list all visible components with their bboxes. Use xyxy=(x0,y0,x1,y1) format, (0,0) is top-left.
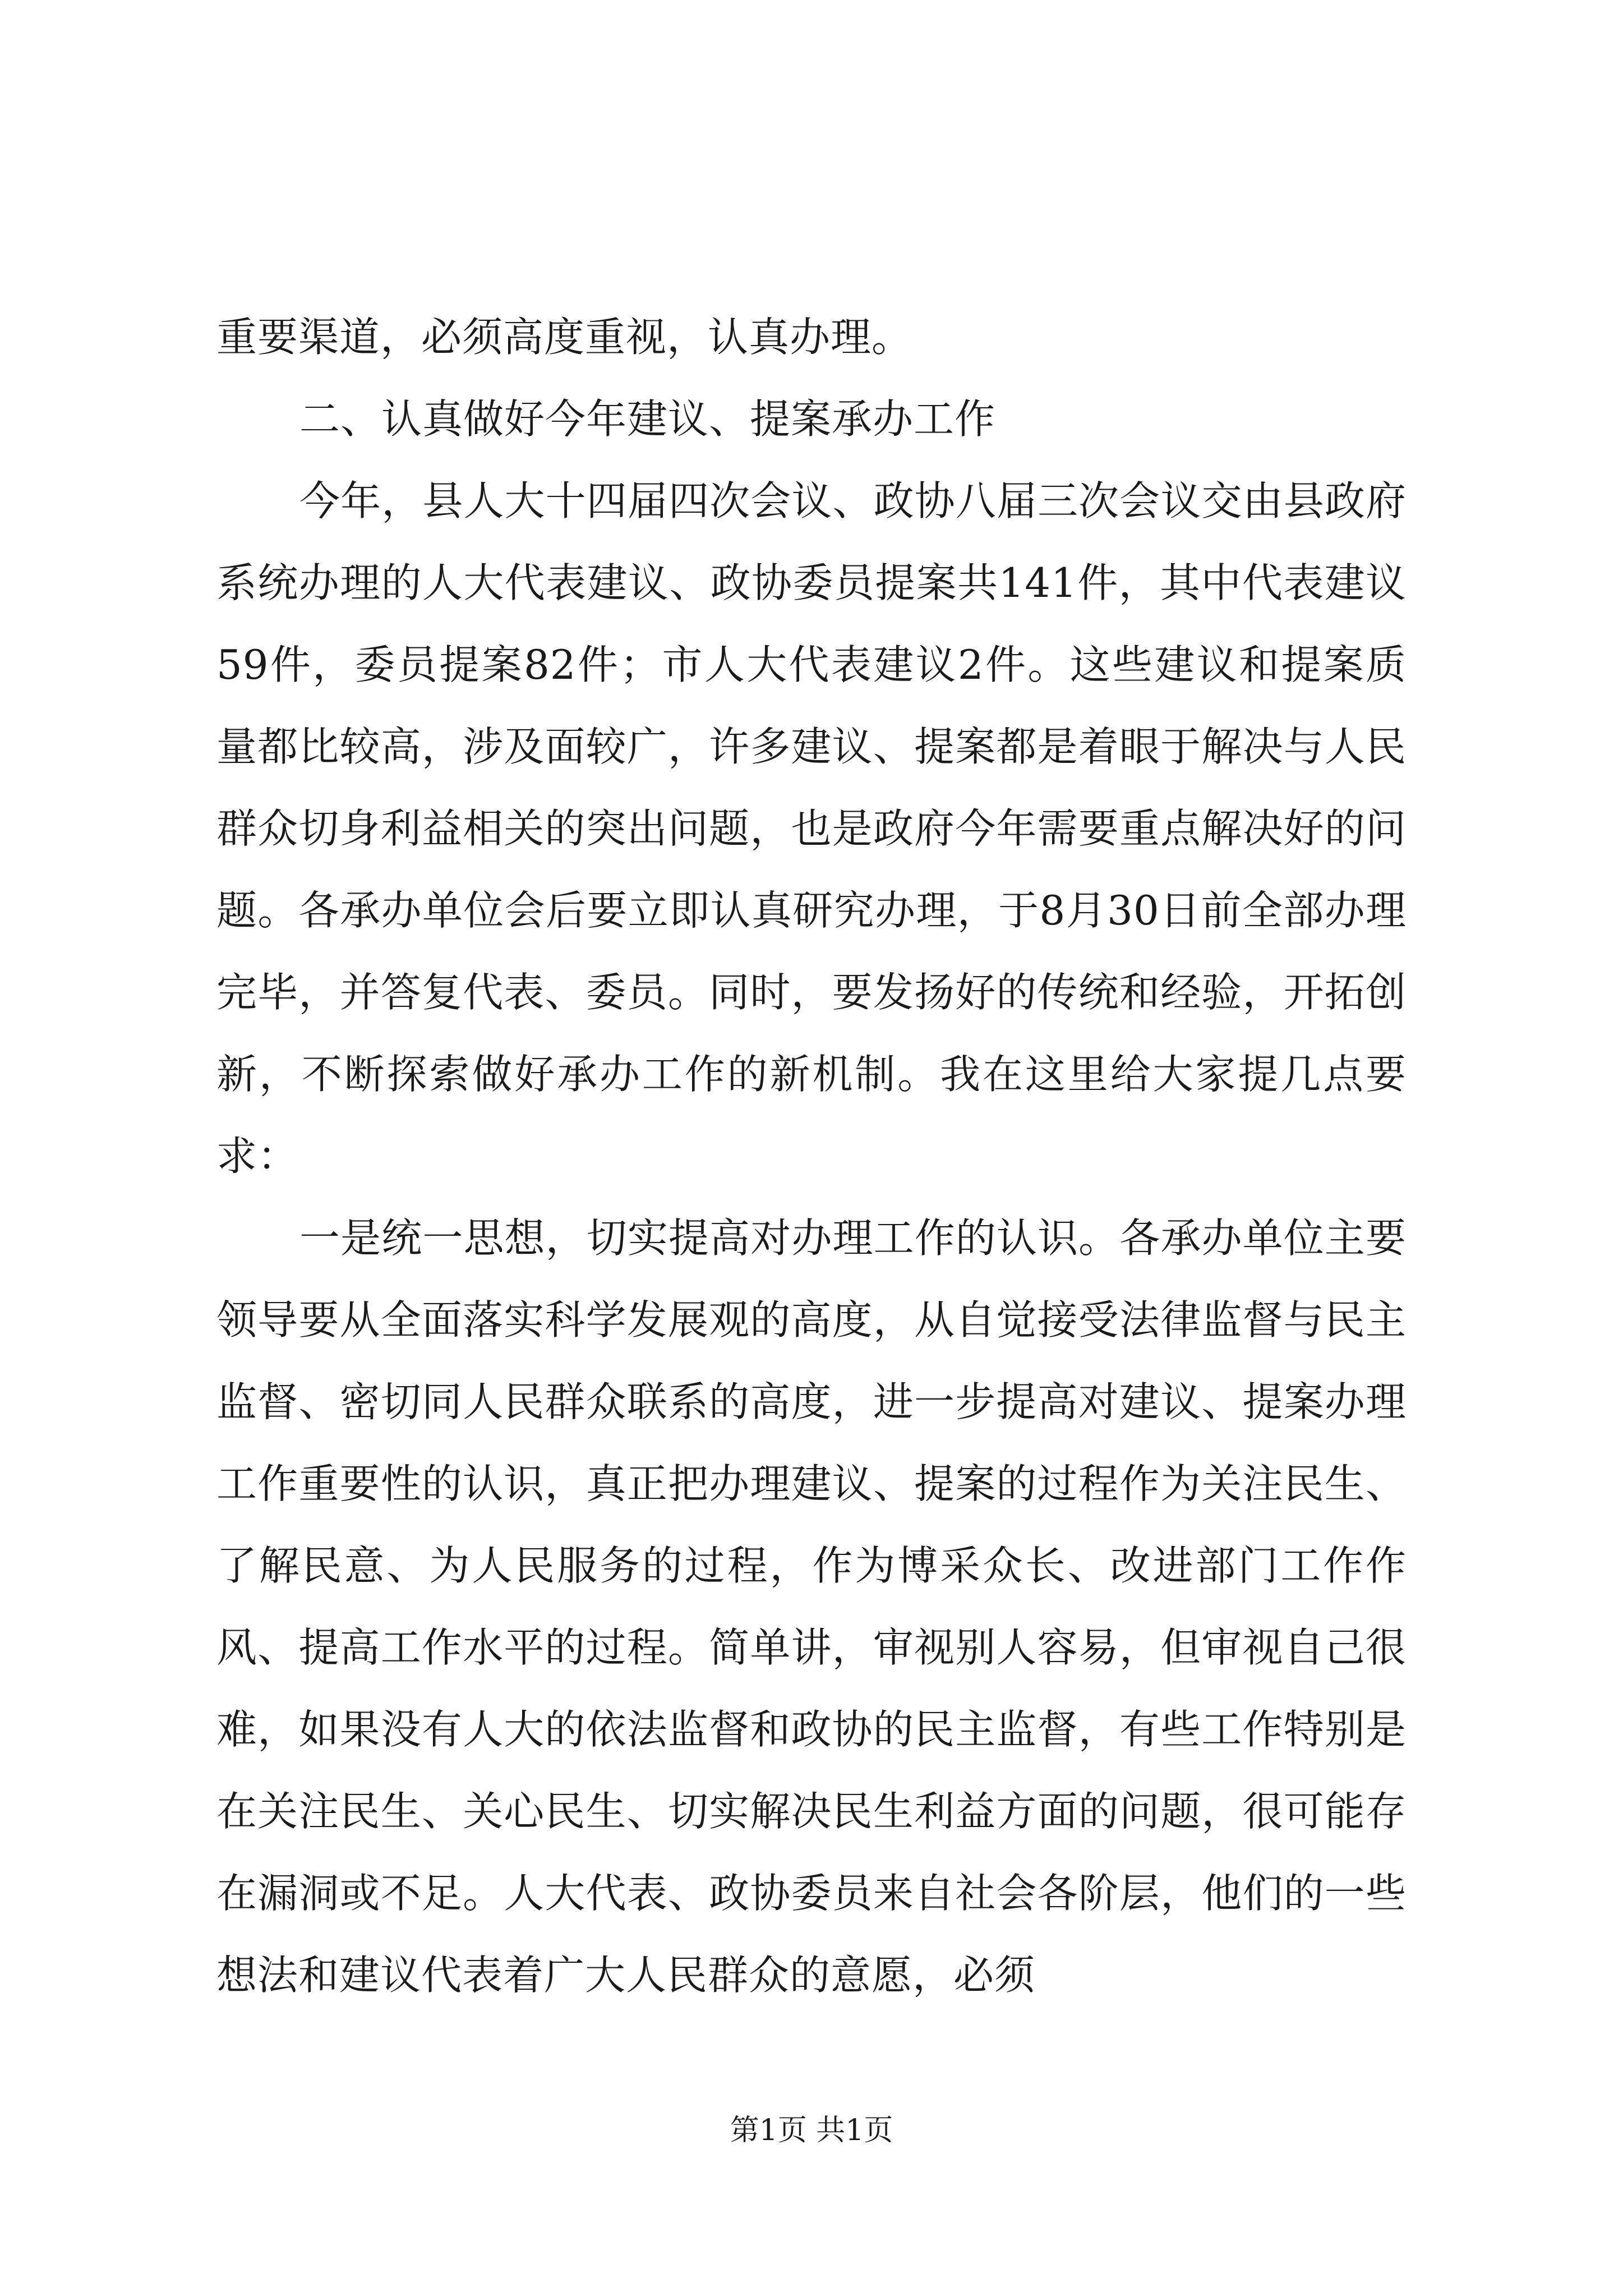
paragraph-1: 重要渠道，必须高度重视，认真办理。 xyxy=(216,314,913,361)
page-footer: 第1页 共1页 xyxy=(730,2114,893,2147)
document-body xyxy=(216,296,1407,2016)
paragraph-3: 今年，县人大十四届四次会议、政协八届三次会议交由县政府系统办理的人大代表建议、政协委员提案共141件，其中代表建议59件，委员提案82件；市人大代表建议2件。这些建议和提案质量都比较高，涉及面较广，许多建议、提案都是着眼于解决与人民群众切身利益相关的突出问题，也是政府今年需要重点解决好的问题。各承办单位会后要立即认真研究办理，于8月30日前全部办理完毕，并答复代表、委员。同时，要发扬好的传统和经验，开拓创新，不断探索做好承办工作的新机制。我在这里给大家提几点要求： xyxy=(216,477,1407,1180)
paragraph-4: 一是统一思想，切实提高对办理工作的认识。各承办单位主要领导要从全面落实科学发展观的高度，从自觉接受法律监督与民主监督、密切同人民群众联系的高度，进一步提高对建议、提案办理工作重要性的认识，真正把办理建议、提案的过程作为关注民生、了解民意、为人民服务的过程，作为博采众长、改进部门工作作风、提高工作水平的过程。简单讲，审视别人容易，但审视自己很难，如果没有人大的依法监督和政协的民主监督，有些工作特别是在关注民生、关心民生、切实解决民生利益方面的问题，很可能存在漏洞或不足。人大代表、政协委员来自社会各阶层，他们的一些想法和建议代表着广大人民群众的意愿，必须 xyxy=(216,1214,1407,1999)
section-heading: 二、认真做好今年建议、提案承办工作 xyxy=(299,395,996,443)
